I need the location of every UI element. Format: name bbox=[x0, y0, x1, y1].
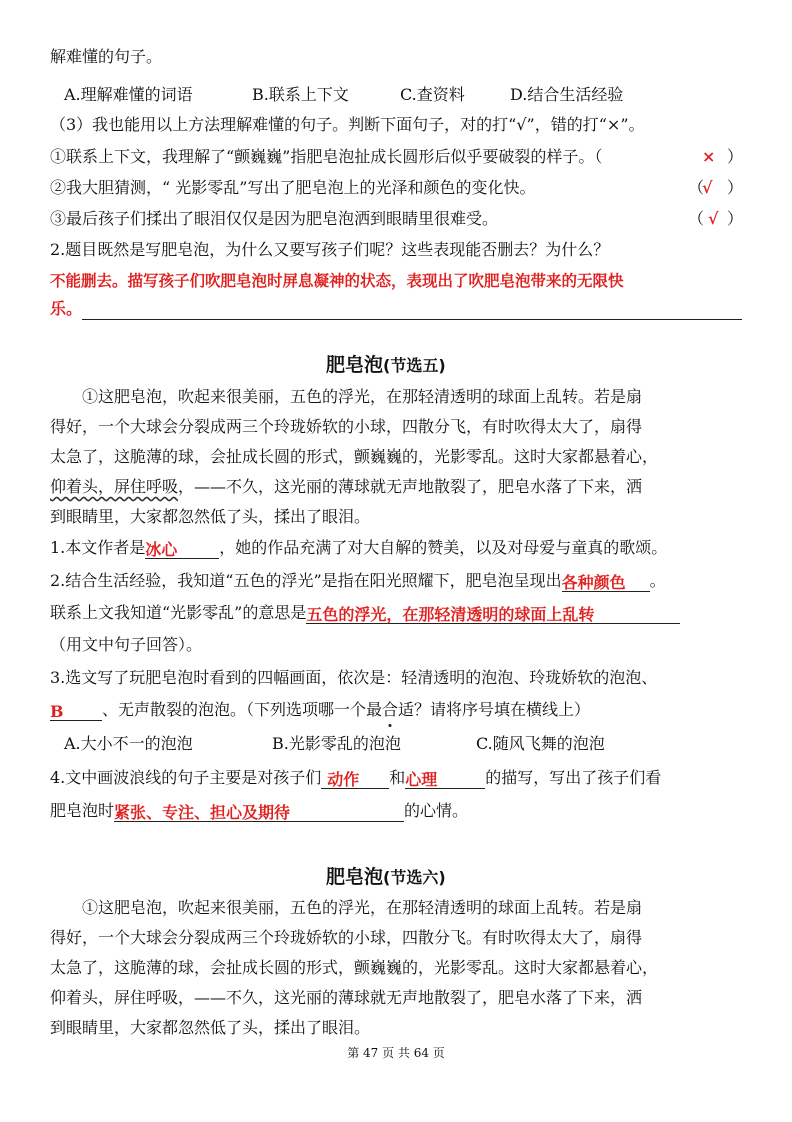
passage-line: ①这肥皂泡，吹起来很美丽，五色的浮光，在那轻清透明的球面上乱转。若是扇 bbox=[82, 387, 643, 406]
judge-3-text: ③最后孩子们揉出了眼泪仅仅是因为肥皂泡洒到眼睛里很难受。 bbox=[50, 209, 499, 228]
answer-choice: B bbox=[50, 702, 64, 721]
answer-author: 冰心 bbox=[145, 540, 178, 559]
passage-line: 到眼睛里，大家都忽然低了头，揉出了眼泪。 bbox=[50, 507, 371, 526]
answer-feelings: 紧张、专注、担心及期待 bbox=[114, 803, 291, 822]
passage-line: 太急了，这脆薄的球，会扯成长圆的形式，颤巍巍的，光影零乱。这时大家都悬着心， bbox=[50, 958, 659, 977]
judge-3-mark: √ bbox=[708, 209, 719, 228]
passage-line: 到眼睛里，大家都忽然低了头，揉出了眼泪。 bbox=[50, 1018, 371, 1037]
s5-question-4: 4.文中画波浪线的句子主要是对孩子们 动作 和心理 的描写，写出了孩子们看 bbox=[50, 768, 662, 789]
section-title-6: 肥皂泡(节选六) bbox=[326, 866, 446, 888]
option-c: C.查资料 bbox=[400, 85, 465, 104]
question-3: （3）我也能用以上方法理解难懂的句子。判断下面句子，对的打“√”，错的打“×”。 bbox=[50, 115, 645, 134]
paren-open: （ bbox=[688, 209, 705, 228]
s5-question-3-line-2: B 、无声散裂的泡泡。（下列选项哪一个最合适？请将序号填在横线上） bbox=[50, 700, 591, 721]
option-b: B.联系上下文 bbox=[252, 85, 349, 104]
answer-colors: 各种颜色 bbox=[561, 573, 626, 592]
s5-option-c: C.随风飞舞的泡泡 bbox=[476, 734, 605, 753]
answer-sentence: 五色的浮光，在那轻清透明的球面上乱转 bbox=[306, 605, 595, 624]
judge-1-mark: × bbox=[702, 147, 716, 166]
judge-1-text: ①联系上下文，我理解了“颤巍巍”指肥皂泡扯成长圆形后似乎要破裂的样子。（ bbox=[50, 147, 603, 166]
s5-question-3: 3.选文写了玩肥皂泡时看到的四幅画面，依次是：轻清透明的泡泡、玲珑娇软的泡泡、 bbox=[50, 668, 658, 687]
s5-option-b: B.光影零乱的泡泡 bbox=[272, 734, 401, 753]
section-title-5: 肥皂泡(节选五) bbox=[326, 354, 446, 376]
paren-close: ） bbox=[727, 209, 744, 228]
judge-2-mark: √ bbox=[702, 178, 713, 197]
page-footer: 第 47 页 共 64 页 bbox=[347, 1046, 445, 1060]
paren-open: （ bbox=[688, 178, 705, 197]
passage-line: 太急了，这脆薄的球，会扯成长圆的形式，颤巍巍的，光影零乱。这时大家都悬着心， bbox=[50, 447, 659, 466]
question-2: 2.题目既然是写肥皂泡，为什么又要写孩子们呢？这些表现能否删去？为什么？ bbox=[50, 240, 610, 259]
paren-close: ） bbox=[727, 178, 744, 197]
paren-close: ） bbox=[727, 147, 744, 166]
judge-2-text: ②我大胆猜测，“ 光影零乱”写出了肥皂泡上的光泽和颜色的变化快。 bbox=[50, 178, 536, 197]
passage-line: ①这肥皂泡，吹起来很美丽，五色的浮光，在那轻清透明的球面上乱转。若是扇 bbox=[82, 898, 643, 917]
option-d: D.结合生活经验 bbox=[510, 85, 624, 104]
passage-line: 仰着头，屏住呼吸，——不久，这光丽的薄球就无声地散裂了，肥皂水落了下来，洒 bbox=[50, 477, 643, 496]
answer-underline bbox=[82, 319, 742, 320]
option-a: A.理解难懂的词语 bbox=[64, 85, 193, 104]
wavy-underlined-sentence: 仰着头，屏住呼吸 bbox=[50, 477, 179, 496]
passage-line: 得好，一个大球会分裂成两三个玲珑娇软的小球，四散分飞，有时吹得太大了，扇得 bbox=[50, 417, 643, 436]
answer-mind: 心理 bbox=[405, 770, 438, 789]
answer-2-line-2: 乐。 bbox=[50, 299, 83, 318]
answer-2-line-1: 不能删去。描写孩子们吹肥皂泡时屏息凝神的状态，表现出了吹肥皂泡带来的无限快 bbox=[50, 271, 624, 290]
passage-line: 得好，一个大球会分裂成两三个玲珑娇软的小球，四散分飞。有时吹得太大了，扇得 bbox=[50, 928, 643, 947]
s5-question-2c: （用文中句子回答）。 bbox=[50, 635, 203, 654]
answer-action: 动作 bbox=[327, 770, 360, 789]
s5-question-2: 2.结合生活经验，我知道“五色的浮光”是指在阳光照耀下，肥皂泡呈现出各种颜色 。 bbox=[50, 571, 666, 592]
s5-question-1: 1.本文作者是冰心 ，她的作品充满了对大自解的赞美，以及对母爱与童真的歌颂。 bbox=[50, 538, 668, 559]
text-line: 解难懂的句子。 bbox=[50, 47, 163, 66]
s5-option-a: A.大小不一的泡泡 bbox=[64, 734, 193, 753]
s5-question-4b: 肥皂泡时紧张、专注、担心及期待 的心情。 bbox=[50, 801, 469, 822]
passage-line: 仰着头，屏住呼吸，——不久，这光丽的薄球就无声地散裂了，肥皂水落了下来，洒 bbox=[50, 988, 643, 1007]
s5-question-2b: 联系上文我知道“光影零乱”的意思是五色的浮光，在那轻清透明的球面上乱转 bbox=[50, 602, 680, 624]
